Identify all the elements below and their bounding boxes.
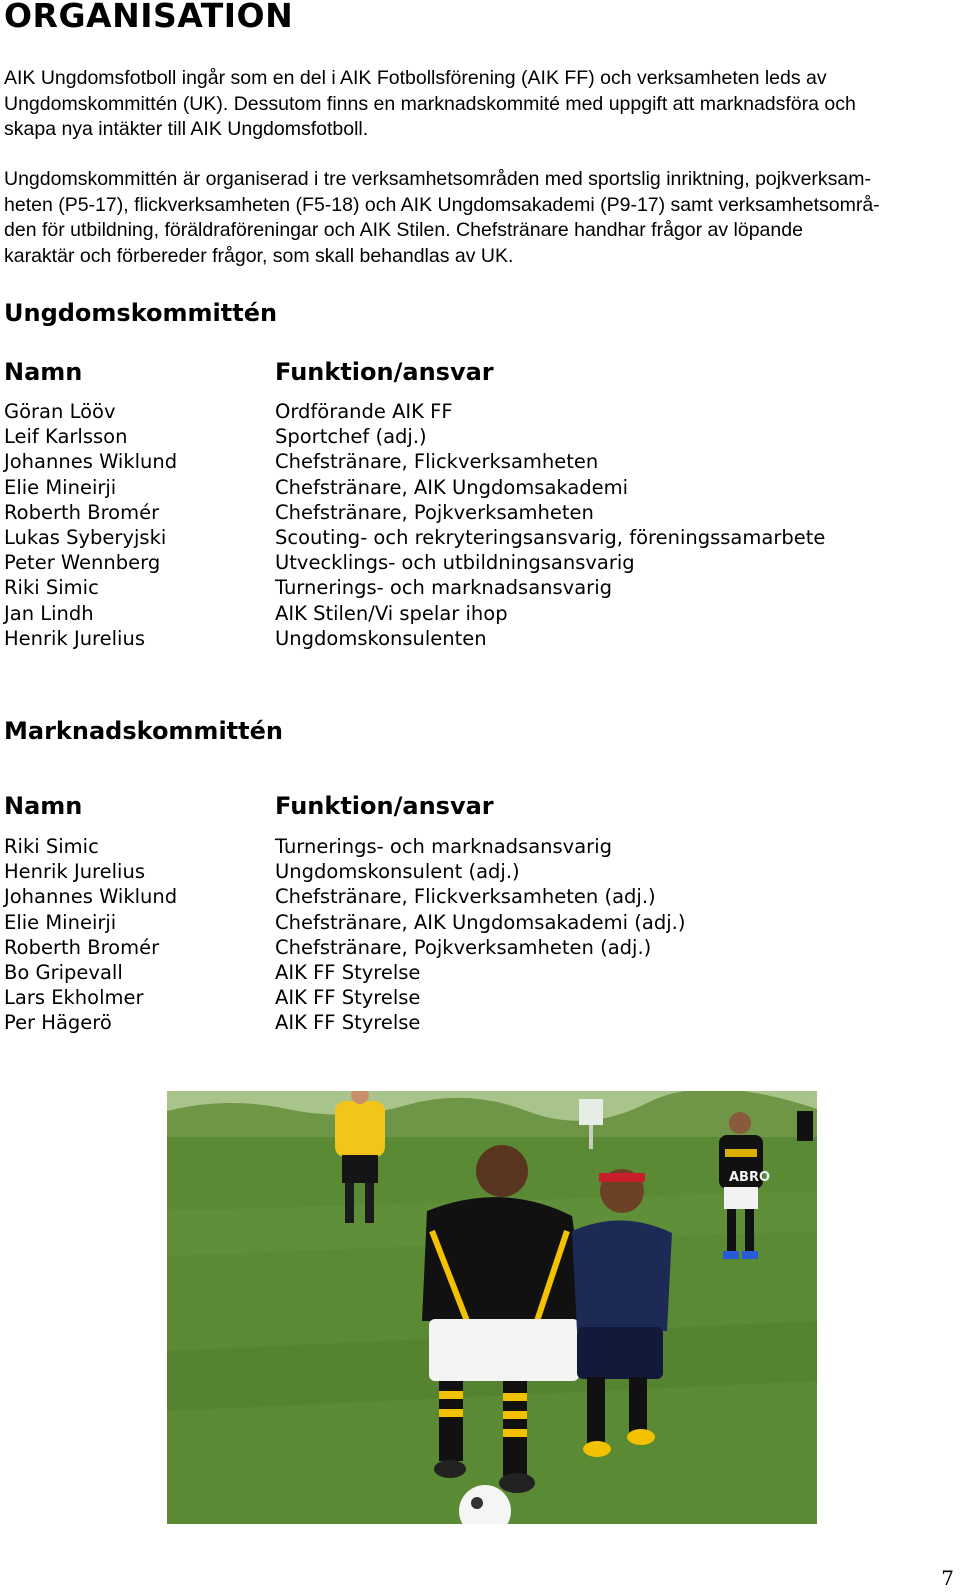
member-name: Elie Mineirji	[4, 910, 117, 934]
member-function: Ordförande AIK FF	[275, 400, 453, 423]
member-name: Johannes Wiklund	[4, 885, 178, 909]
intro-paragraph-1	[4, 66, 939, 143]
football-photo-illustration	[167, 1091, 817, 1524]
table-row	[4, 910, 904, 935]
table-row	[4, 424, 904, 449]
member-function: Chefstränare, Pojkverksamheten (adj.)	[275, 935, 652, 959]
intro-paragraph-2	[4, 167, 939, 269]
text-line: heten (P5-17), flickverksamheten (F5-18) och AIK Ungdomsakademi (P9-17) samt verksamhetsområ-	[4, 193, 880, 216]
member-function: Chefstränare, Flickverksamheten (adj.)	[275, 885, 656, 909]
member-name: Roberth Bromér	[4, 500, 160, 524]
member-name: Henrik Jurelius	[4, 860, 145, 884]
table-row	[4, 500, 904, 525]
text-line: karaktär och förbereder frågor, som skall behandlas av UK.	[4, 244, 514, 267]
member-function: AIK FF Styrelse	[275, 960, 421, 984]
member-name: Henrik Jurelius	[4, 626, 145, 650]
member-function: Ungdomskonsulenten	[275, 626, 487, 650]
text-line: Ungdomskommittén (UK). Dessutom finns en marknadskommité med uppgift att marknadsföra och	[4, 92, 856, 115]
member-function: Chefstränare, AIK Ungdomsakademi	[275, 475, 629, 499]
table-row	[4, 449, 904, 474]
member-function: AIK Stilen/Vi spelar ihop	[275, 601, 508, 625]
table-body	[4, 399, 904, 651]
table-row	[4, 399, 904, 424]
member-name: Roberth Bromér	[4, 935, 160, 959]
section-title-marknadskommitten: Marknadskommittén	[4, 717, 283, 745]
header-name: Namn	[4, 358, 83, 386]
page-number: 7	[941, 1566, 954, 1590]
table-row	[4, 1010, 904, 1035]
table-row	[4, 626, 904, 651]
jersey-text: ABRO	[729, 1170, 771, 1185]
ungdomskommitten-table	[4, 358, 904, 651]
member-name: Bo Gripevall	[4, 960, 123, 984]
member-name: Johannes Wiklund	[4, 450, 178, 474]
table-row	[4, 525, 904, 550]
member-name: Lukas Syberyjski	[4, 525, 167, 549]
text-line: AIK Ungdomsfotboll ingår som en del i AIK Fotbollsförening (AIK FF) och verksamheten leds av	[4, 67, 827, 89]
table-row	[4, 985, 904, 1010]
member-name: Riki Simic	[4, 576, 99, 600]
member-function: Chefstränare, AIK Ungdomsakademi (adj.)	[275, 910, 686, 934]
text-line: den för utbildning, föräldraföreningar och AIK Stilen. Chefstränare handhar frågor av löpande	[4, 219, 803, 241]
table-row	[4, 935, 904, 960]
member-function: Sportchef (adj.)	[275, 425, 427, 449]
member-function: Ungdomskonsulent (adj.)	[275, 860, 520, 884]
table-header	[4, 792, 904, 832]
table-row	[4, 884, 904, 909]
member-name: Lars Ekholmer	[4, 986, 144, 1010]
table-row	[4, 834, 904, 859]
text-line: skapa nya intäkter till AIK Ungdomsfotboll.	[4, 118, 369, 140]
header-function: Funktion/ansvar	[275, 358, 494, 386]
football-photo	[167, 1091, 817, 1524]
table-row	[4, 859, 904, 884]
section-title-ungdomskommitten: Ungdomskommittén	[4, 299, 278, 327]
member-function: Turnerings- och marknadsansvarig	[275, 835, 612, 858]
table-row	[4, 575, 904, 600]
table-row	[4, 601, 904, 626]
member-name: Göran Lööv	[4, 400, 116, 423]
member-name: Leif Karlsson	[4, 425, 128, 449]
header-name: Namn	[4, 792, 83, 820]
member-name: Peter Wennberg	[4, 551, 161, 575]
member-name: Elie Mineirji	[4, 475, 117, 499]
member-function: Utvecklings- och utbildningsansvarig	[275, 551, 635, 575]
table-row	[4, 550, 904, 575]
member-function: AIK FF Styrelse	[275, 1011, 421, 1035]
table-row	[4, 960, 904, 985]
page-title: ORGANISATION	[4, 0, 294, 35]
member-function: Chefstränare, Pojkverksamheten	[275, 500, 594, 524]
member-name: Riki Simic	[4, 835, 99, 858]
member-function: Scouting- och rekryteringsansvarig, föreningssamarbete	[275, 525, 826, 549]
table-header	[4, 358, 904, 398]
table-row	[4, 475, 904, 500]
member-name: Jan Lindh	[4, 601, 94, 625]
member-name: Per Hägerö	[4, 1011, 112, 1035]
table-body	[4, 834, 904, 1036]
text-line: Ungdomskommittén är organiserad i tre verksamhetsområden med sportslig inriktning, pojkverksam-	[4, 168, 872, 190]
marknadskommitten-table	[4, 792, 904, 1036]
member-function: AIK FF Styrelse	[275, 986, 421, 1010]
member-function: Chefstränare, Flickverksamheten	[275, 450, 599, 474]
header-function: Funktion/ansvar	[275, 792, 494, 820]
member-function: Turnerings- och marknadsansvarig	[275, 576, 612, 600]
